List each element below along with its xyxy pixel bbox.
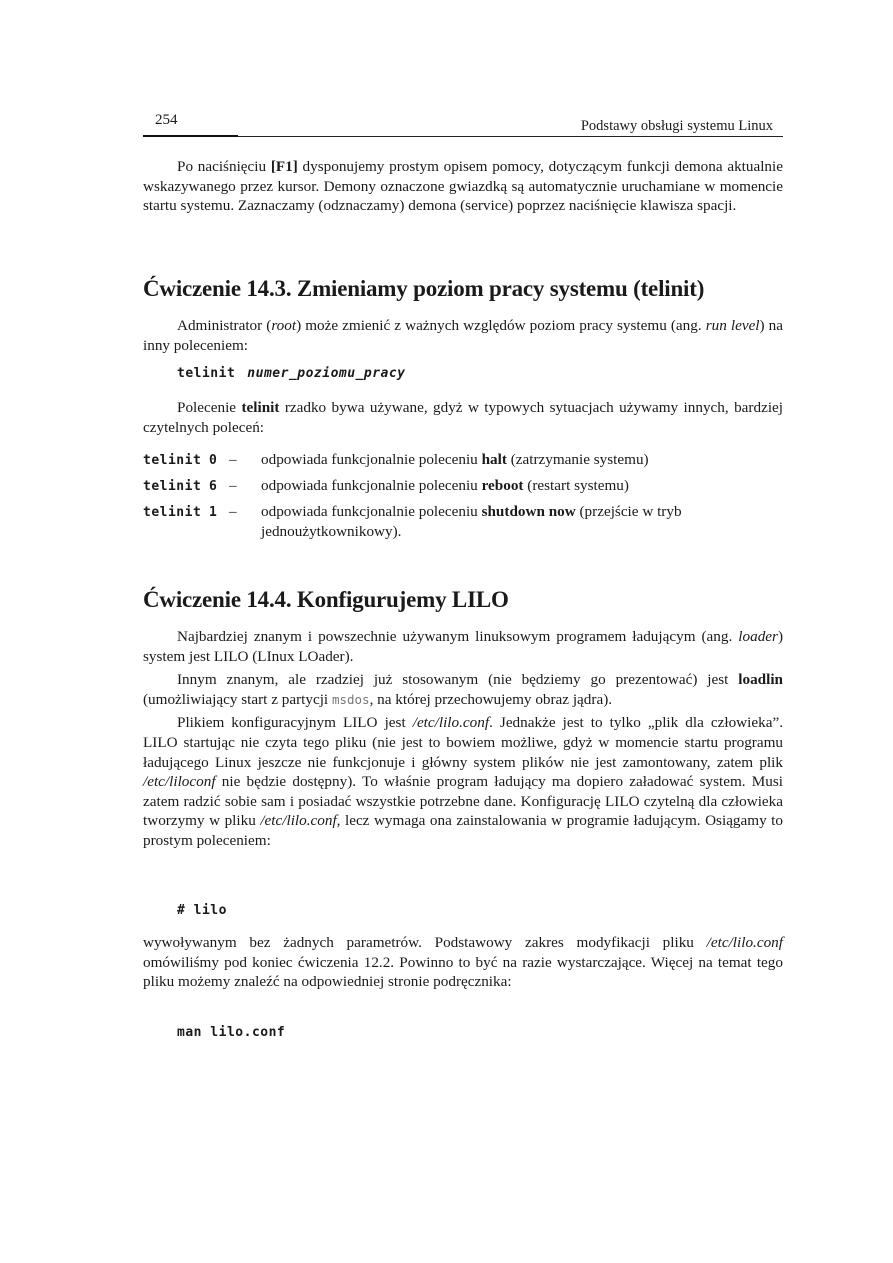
- text-run: odpowiada funkcjonalnie poleceniu: [261, 503, 482, 520]
- code-telinit-syntax: [177, 366, 406, 381]
- command-arg: 0: [209, 453, 218, 468]
- text-run: Innym znanym, ale rzadziej już stosowanym (nie będziemy go prezentować) jest: [177, 671, 739, 689]
- code-lilo: [177, 903, 227, 918]
- header-rule-thin: [238, 136, 783, 137]
- text-run: wywoływanym bez żadnych parametrów. Podstawowy zakres modyfikacji pliku: [143, 934, 707, 951]
- command-row: [143, 502, 783, 542]
- section-heading-14-4: Ćwiczenie 14.4. Konfigurujemy LILO: [143, 587, 509, 612]
- text-run: , na której przechowujemy obraz jądra).: [369, 690, 613, 708]
- file-path: /etc/lilo.conf: [412, 714, 490, 732]
- section-14-4-para1: [143, 627, 783, 666]
- text-run: (przejście w tryb jednoużytkownikowy).: [261, 503, 682, 540]
- text-run: rzadko bywa używane, gdyż w typowych sytuacjach używamy innych, bardziej czytelnych poleceń:: [143, 399, 783, 436]
- command-name: telinit: [143, 479, 202, 494]
- code-command: lilo: [193, 903, 227, 918]
- code-command: telinit: [177, 366, 236, 381]
- code-argument: numer_poziomu_pracy: [247, 366, 406, 381]
- command-name: telinit: [143, 453, 202, 468]
- file-path: /etc/liloconf: [143, 773, 216, 791]
- text-run: Administrator (: [177, 317, 272, 334]
- text-run: Najbardziej znanym i powszechnie używanym linuksowym programem ładującym (ang.: [177, 628, 739, 645]
- text-run: ) może zmienić z ważnych względów poziom pracy systemu (ang.: [296, 317, 706, 334]
- section-heading-14-3: Ćwiczenie 14.3. Zmieniamy poziom pracy systemu (telinit): [143, 276, 705, 301]
- section-14-4-para4: [143, 933, 783, 992]
- running-head-title: Podstawy obsługi systemu Linux: [580, 118, 773, 134]
- term-loadlin: loadlin: [738, 671, 783, 689]
- text-run: (umożliwiający start z partycji: [143, 690, 332, 708]
- key-f1: [F1]: [270, 158, 298, 175]
- equivalent-command: shutdown now: [481, 503, 576, 520]
- text-run: odpowiada funkcjonalnie poleceniu: [261, 451, 482, 468]
- equivalent-command: reboot: [481, 477, 524, 494]
- header-rule-thick: [143, 135, 238, 137]
- text-run: omówiliśmy pod koniec ćwiczenia 12.2. Powinno to być na razie wystarczające. Więcej na temat tego pliku możemy znaleźć na odpowiedniej stronie podręcznika:: [143, 953, 783, 991]
- command-row: [143, 476, 783, 497]
- command-description: [261, 450, 783, 471]
- command-arg: 6: [209, 479, 218, 494]
- section-14-4-para2: [143, 670, 783, 709]
- term-root: root: [271, 317, 297, 334]
- equivalent-command: halt: [481, 451, 507, 468]
- dash: –: [229, 503, 237, 520]
- text-run: , lecz wymaga ona zainstalowania w programie ładującym. Osiągamy to prostym poleceniem:: [143, 812, 783, 849]
- text-run: dysponujemy prostym opisem pomocy, dotyczącym funkcji demona aktualnie wskazywanego przez kursor. Demony oznaczone gwiazdką są automatycznie uruchamiane w momencie startu systemu. Zaznaczamy (odznaczamy) demona (service) poprzez naciśnięcie klawisza spacji.: [143, 158, 783, 215]
- file-path: /etc/lilo.conf: [706, 934, 783, 951]
- intro-paragraph: [143, 157, 783, 216]
- dash: –: [229, 451, 237, 468]
- page-number: 254: [155, 112, 178, 128]
- term-run-level: run level: [705, 317, 760, 334]
- text-run: nie będzie dostępny). To właśnie program ładujący ma dopiero załadować system. Musi zatem radzić sobie sam i posiadać wszystkie potrzebne dane. Konfigurację LILO czytelną dla człowieka tworzymy w pliku: [143, 773, 783, 830]
- command-arg: 1: [209, 505, 218, 520]
- text-run: ) na inny poleceniem:: [143, 317, 783, 354]
- section-14-3-para1: [143, 316, 783, 355]
- command-description: [261, 502, 783, 542]
- text-run: (restart systemu): [523, 477, 629, 494]
- term-loader: loader: [738, 628, 778, 645]
- section-14-4-body: [143, 627, 783, 851]
- file-path: /etc/lilo.conf: [260, 812, 337, 830]
- intro-block: [143, 157, 783, 216]
- text-run: Polecenie: [177, 399, 242, 416]
- command-description: [261, 476, 783, 497]
- command-row: [143, 450, 783, 471]
- section-14-3-para2: [143, 398, 783, 437]
- text-run: Plikiem konfiguracyjnym LILO jest: [177, 714, 413, 732]
- command-name: telinit: [143, 505, 202, 520]
- section-14-4-para4-block: [143, 933, 783, 992]
- dash: –: [229, 477, 237, 494]
- cmd-telinit: telinit: [241, 399, 280, 416]
- section-14-4-para3: [143, 713, 783, 850]
- shell-prompt: #: [177, 903, 186, 918]
- text-run: (zatrzymanie systemu): [506, 451, 649, 468]
- telinit-command-list: [143, 450, 783, 547]
- text-run: ) system jest LILO (LInux LOader).: [143, 628, 783, 665]
- code-man-lilo-conf: man lilo.conf: [177, 1025, 286, 1040]
- text-run: odpowiada funkcjonalnie poleceniu: [261, 477, 482, 494]
- text-run: Po naciśnięciu: [177, 158, 271, 175]
- running-head: [143, 110, 783, 134]
- term-msdos: msdos: [331, 691, 370, 707]
- section-14-3-para2-block: [143, 398, 783, 437]
- section-14-3-para1-block: [143, 316, 783, 355]
- text-run: . Jednakże jest to tylko „plik dla człowieka”. LILO startując nie czyta tego pliku (nie jest to bowiem możliwe, gdyż w momencie startu programu ładującego Linux jeszcze nie funkcjonuje i główny system plików nie jest zamontowany, zatem plik: [143, 714, 783, 771]
